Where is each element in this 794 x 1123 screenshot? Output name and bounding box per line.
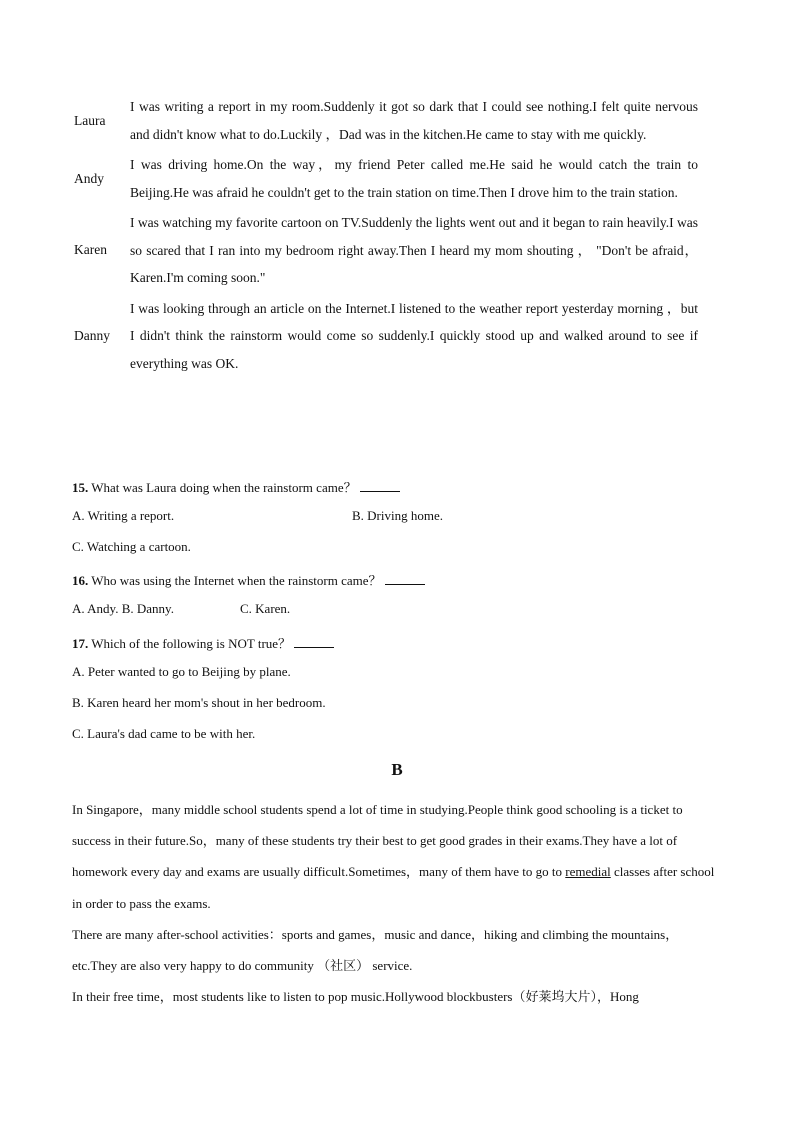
option-row bbox=[72, 601, 290, 617]
person-name: Andy bbox=[74, 170, 104, 186]
story-text: I was driving home.On the way，my friend Peter called me.He said he would catch the train to Beijing.He was afraid he couldn't get to the train station on time.Then I drove him to the train station. bbox=[130, 157, 698, 200]
question-17 bbox=[72, 633, 334, 652]
option-c: C. Watching a cartoon. bbox=[72, 539, 191, 554]
option-row bbox=[72, 508, 443, 524]
paragraph bbox=[72, 794, 718, 919]
paragraph-text: In Singapore，many middle school students spend a lot of time in studying.People think good schooling is a ticket to success in their future.So，many of these students try their best to get good grades in their exams.They have a lot of homework every day and exams are usually difficult.Sometimes，many of them have to go to bbox=[72, 802, 683, 880]
reading-table bbox=[72, 93, 712, 380]
entry-laura bbox=[72, 93, 712, 148]
paragraph-text: classes after school in order to pass the exams. bbox=[72, 864, 715, 911]
paragraph: There are many after-school activities：sports and games，music and dance，hiking and climbing the mountains，etc.They are also very happy to do community （社区） service. bbox=[72, 926, 679, 974]
section-heading: B bbox=[391, 760, 403, 779]
answer-blank[interactable] bbox=[294, 635, 334, 648]
question-15 bbox=[72, 477, 400, 496]
entry-danny bbox=[72, 295, 712, 378]
entry-karen bbox=[72, 209, 712, 292]
option-c: C. Laura's dad came to be with her. bbox=[72, 726, 256, 741]
underlined-word: remedial bbox=[565, 864, 611, 880]
option-b: B. Karen heard her mom's shout in her bedroom. bbox=[72, 695, 326, 710]
option-b: B. Driving home. bbox=[352, 508, 443, 523]
question-16 bbox=[72, 570, 425, 589]
answer-blank[interactable] bbox=[385, 572, 425, 585]
option-a: A. Peter wanted to go to Beijing by plane. bbox=[72, 664, 291, 679]
question-text: Which of the following is NOT true？ bbox=[88, 636, 292, 651]
story-text: I was watching my favorite cartoon on TV.Suddenly the lights went out and it began to rain heavily.I was so scared that I ran into my bedroom right away.Then I heard my mom shouting ， "Don't be afraid，Karen.I'm coming soon." bbox=[130, 215, 698, 285]
question-number: 16. bbox=[72, 573, 89, 588]
option-c: C. Karen. bbox=[240, 601, 291, 616]
person-name: Laura bbox=[74, 112, 106, 128]
option-a-b: A. Andy. B. Danny. bbox=[72, 601, 174, 616]
story-text: I was writing a report in my room.Suddenly it got so dark that I could see nothing.I felt quite nervous and didn't know what to do.Luckily ，Dad was in the kitchen.He came to stay with me quickly. bbox=[130, 99, 698, 142]
question-text: Who was using the Internet when the rainstorm came？ bbox=[88, 573, 382, 588]
option-a: A. Writing a report. bbox=[72, 508, 175, 523]
question-text: What was Laura doing when the rainstorm came？ bbox=[88, 480, 357, 495]
entry-andy bbox=[72, 151, 712, 206]
person-name: Karen bbox=[74, 242, 107, 258]
story-text: I was looking through an article on the Internet.I listened to the weather report yesterday morning ，but I didn't think the rainstorm would come so suddenly.I quickly stood up and walked around to see if everything was OK. bbox=[130, 300, 698, 371]
paragraph: In their free time，most students like to listen to pop music.Hollywood blockbusters（好莱坞大片），Hong bbox=[72, 989, 639, 1005]
person-name: Danny bbox=[74, 327, 110, 343]
question-number: 15. bbox=[72, 480, 89, 495]
passage-b bbox=[72, 794, 718, 1012]
question-number: 17. bbox=[72, 636, 89, 651]
answer-blank[interactable] bbox=[360, 479, 400, 492]
